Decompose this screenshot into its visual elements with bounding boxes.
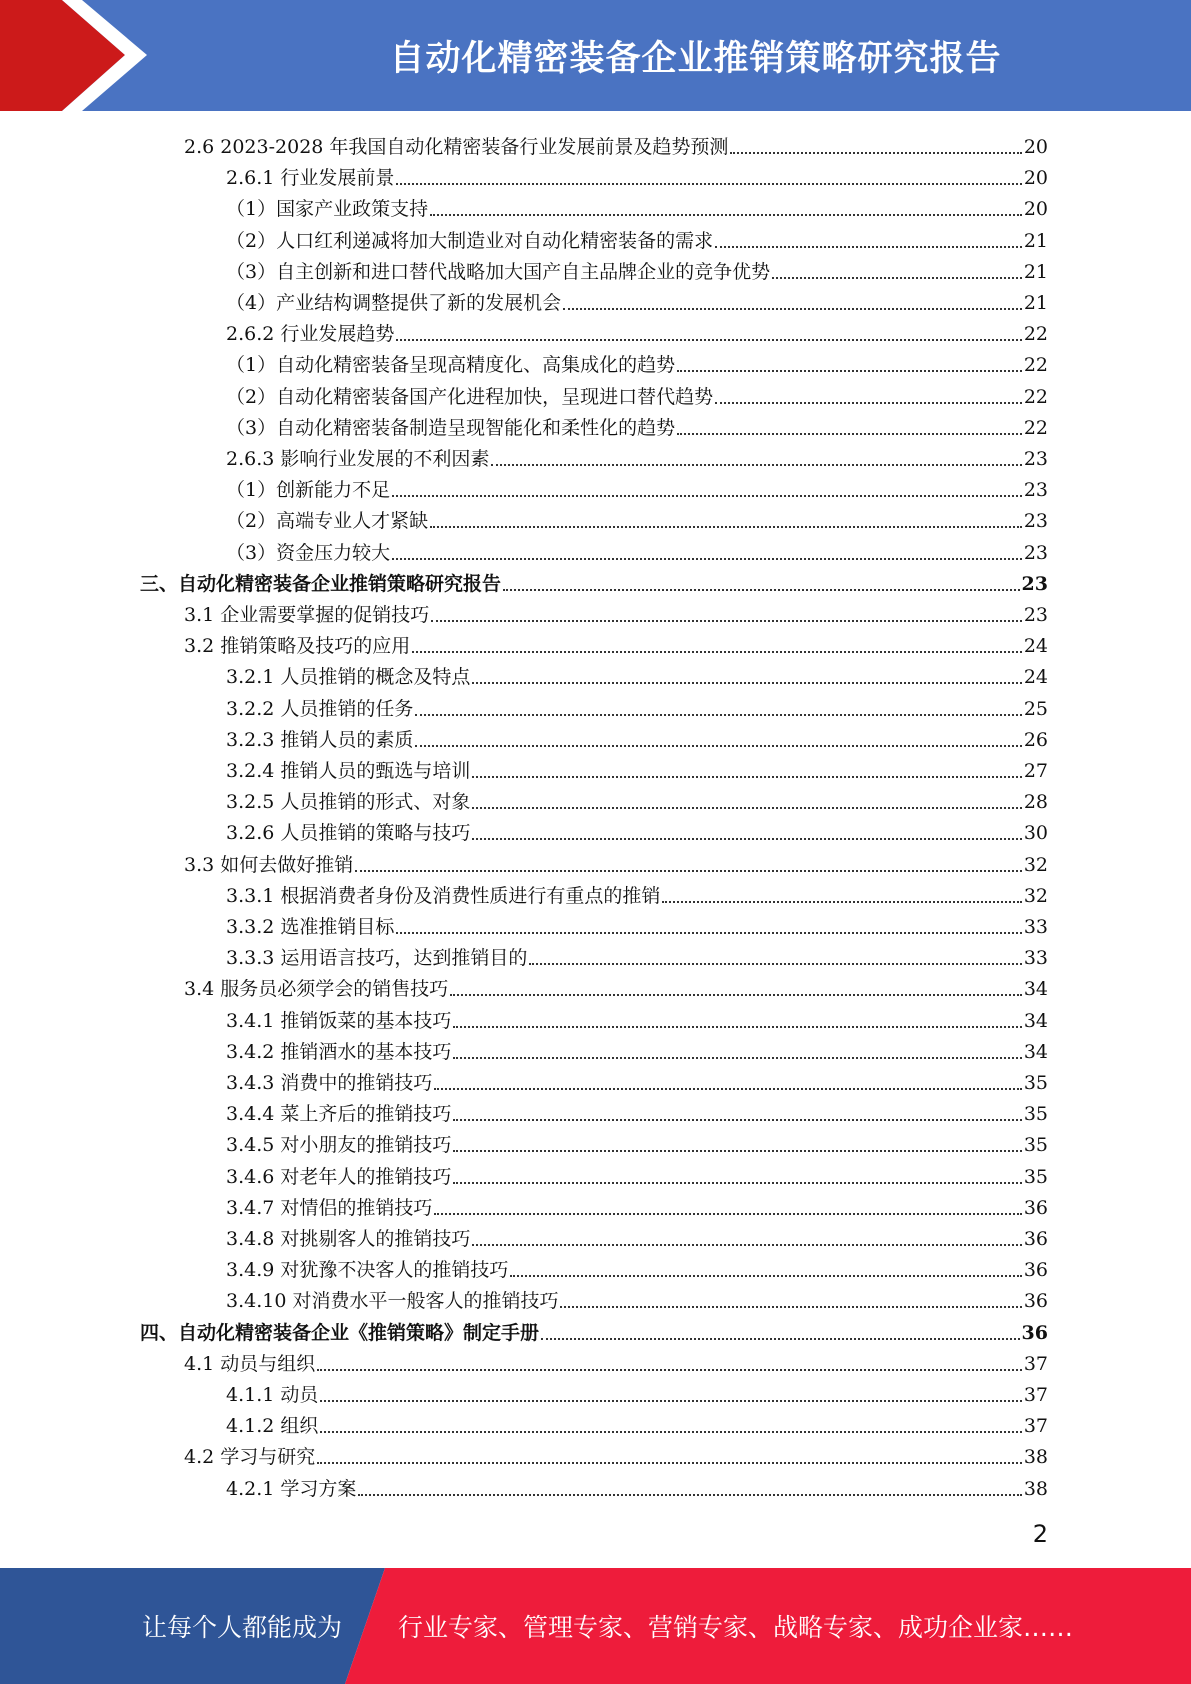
toc-entry-page: 26 xyxy=(1023,728,1048,751)
toc-leader-dots xyxy=(472,806,1021,809)
toc-entry-label: 3.2 推销策略及技巧的应用 xyxy=(184,635,411,658)
toc-entry[interactable] xyxy=(226,1470,1048,1501)
toc-entry-label: 2.6 2023-2028 年我国自动化精密装备行业发展前景及趋势预测 xyxy=(184,136,729,158)
toc-entry-page: 34 xyxy=(1023,1009,1048,1032)
toc-entry[interactable] xyxy=(226,1407,1048,1438)
toc-entry-label: 3.3.3 运用语言技巧，达到推销目的 xyxy=(226,947,528,970)
toc-entry[interactable] xyxy=(226,877,1048,908)
toc-entry-label: 3.4.8 对挑剔客人的推销技巧 xyxy=(226,1228,471,1250)
toc-leader-dots xyxy=(453,1181,1021,1184)
toc-entry-page: 38 xyxy=(1023,1477,1048,1500)
toc-leader-dots xyxy=(472,681,1021,684)
toc-entry[interactable] xyxy=(226,752,1048,783)
toc-entry-label: 3.4.2 推销酒水的基本技巧 xyxy=(226,1040,452,1063)
toc-entry[interactable] xyxy=(140,1314,1048,1345)
toc-entry-label: 3.4.5 对小朋友的推销技巧 xyxy=(226,1134,452,1157)
toc-entry[interactable] xyxy=(184,1438,1048,1469)
toc-leader-dots xyxy=(358,1493,1021,1496)
toc-entry-label: （3）自动化精密装备制造呈现智能化和柔性化的趋势 xyxy=(226,416,676,439)
toc-leader-dots xyxy=(317,1368,1022,1371)
toc-entry[interactable] xyxy=(184,128,1048,159)
toc-entry-label: （1）自动化精密装备呈现高精度化、高集成化的趋势 xyxy=(226,354,676,377)
toc-entry-page: 22 xyxy=(1023,323,1048,346)
toc-entry[interactable] xyxy=(226,1220,1048,1251)
toc-entry[interactable] xyxy=(226,1033,1048,1064)
toc-leader-dots xyxy=(430,213,1022,216)
toc-entry[interactable] xyxy=(226,1126,1048,1157)
toc-leader-dots xyxy=(450,993,1022,996)
toc-leader-dots xyxy=(677,369,1022,372)
toc-entry[interactable] xyxy=(226,814,1048,845)
toc-entry-label: 4.2.1 学习方案 xyxy=(226,1477,357,1500)
toc-entry-label: 2.6.2 行业发展趋势 xyxy=(226,323,395,346)
footer-banner xyxy=(0,1568,1191,1684)
toc-leader-dots xyxy=(472,775,1021,778)
toc-entry[interactable] xyxy=(226,471,1048,502)
toc-entry-page: 23 xyxy=(1021,572,1048,595)
toc-entry-page: 38 xyxy=(1023,1446,1048,1469)
toc-leader-dots xyxy=(453,1149,1021,1152)
footer-slogan-left: 让每个人都能成为 xyxy=(142,1613,343,1642)
toc-leader-dots xyxy=(396,338,1021,341)
toc-entry[interactable] xyxy=(226,1251,1048,1282)
toc-entry[interactable] xyxy=(226,1189,1048,1220)
toc-entry-page: 36 xyxy=(1021,1321,1048,1344)
toc-entry-label: 3.4.3 消费中的推销技巧 xyxy=(226,1072,433,1094)
toc-entry-page: 23 xyxy=(1023,541,1048,564)
toc-entry-page: 35 xyxy=(1023,1103,1048,1126)
toc-leader-dots xyxy=(320,1430,1021,1433)
toc-entry-page: 23 xyxy=(1023,448,1048,470)
toc-leader-dots xyxy=(472,1243,1021,1246)
toc-entry[interactable] xyxy=(226,222,1048,253)
toc-leader-dots xyxy=(510,1274,1021,1277)
toc-leader-dots xyxy=(317,1461,1022,1464)
toc-entry[interactable] xyxy=(226,908,1048,939)
toc-entry-label: 3.2.1 人员推销的概念及特点 xyxy=(226,666,471,689)
toc-leader-dots xyxy=(415,744,1021,747)
toc-entry-label: 3.4.10 对消费水平一般客人的推销技巧 xyxy=(226,1290,559,1313)
toc-entry[interactable] xyxy=(226,284,1048,315)
toc-entry-label: 三、自动化精密装备企业推销策略研究报告 xyxy=(140,572,502,595)
toc-entry[interactable] xyxy=(184,596,1048,627)
toc-entry[interactable] xyxy=(226,1158,1048,1189)
toc-leader-dots xyxy=(472,837,1021,840)
toc-entry[interactable] xyxy=(226,690,1048,721)
toc-entry-label: （2）自动化精密装备国产化进程加快，呈现进口替代趋势 xyxy=(226,385,714,408)
toc-entry-page: 34 xyxy=(1023,1040,1048,1063)
toc-entry-label: （2）高端专业人才紧缺 xyxy=(226,510,429,533)
toc-entry[interactable] xyxy=(226,658,1048,689)
toc-entry-label: 2.6.3 影响行业发展的不利因素 xyxy=(226,448,490,470)
toc-leader-dots xyxy=(560,1305,1021,1308)
toc-leader-dots xyxy=(563,307,1022,310)
toc-entry[interactable] xyxy=(184,970,1048,1001)
toc-entry-label: 3.2.6 人员推销的策略与技巧 xyxy=(226,822,471,845)
toc-entry-page: 23 xyxy=(1023,510,1048,533)
toc-entry-page: 35 xyxy=(1023,1165,1048,1188)
toc-entry-label: （3）自主创新和进口替代战略加大国产自主品牌企业的竞争优势 xyxy=(226,260,771,283)
toc-leader-dots xyxy=(677,432,1022,435)
toc-entry-page: 36 xyxy=(1023,1290,1048,1313)
toc-entry-label: 4.1.1 动员 xyxy=(226,1384,319,1406)
toc-entry[interactable] xyxy=(226,159,1048,190)
toc-entry[interactable] xyxy=(226,253,1048,284)
toc-leader-dots xyxy=(772,276,1022,279)
toc-entry-label: 四、自动化精密装备企业《推销策略》制定手册 xyxy=(140,1321,540,1344)
toc-entry[interactable] xyxy=(226,346,1048,377)
toc-entry-label: 3.4.6 对老年人的推销技巧 xyxy=(226,1165,452,1188)
toc-leader-dots xyxy=(662,900,1021,903)
toc-entry-page: 23 xyxy=(1023,604,1048,626)
toc-entry[interactable] xyxy=(184,1345,1048,1376)
toc-entry-label: 2.6.1 行业发展前景 xyxy=(226,167,395,190)
toc-entry-label: 3.2.5 人员推销的形式、对象 xyxy=(226,791,471,814)
toc-leader-dots xyxy=(355,869,1022,872)
footer-slogan-right: 行业专家、管理专家、营销专家、战略专家、成功企业家…… xyxy=(398,1613,1074,1642)
toc-leader-dots xyxy=(715,401,1022,404)
toc-leader-dots xyxy=(320,1399,1021,1402)
toc-entry-label: 3.3 如何去做好推销 xyxy=(184,853,354,876)
toc-entry-label: （2）人口红利递减将加大制造业对自动化精密装备的需求 xyxy=(226,229,714,252)
toc-entry[interactable] xyxy=(226,534,1048,565)
toc-leader-dots xyxy=(503,588,1020,591)
toc-entry-label: 3.4 服务员必须学会的销售技巧 xyxy=(184,978,449,1001)
toc-entry-page: 20 xyxy=(1023,167,1048,190)
toc-entry[interactable] xyxy=(140,565,1048,596)
toc-entry-page: 35 xyxy=(1023,1072,1048,1094)
toc-entry-page: 33 xyxy=(1023,916,1048,938)
page-number: 2 xyxy=(1032,1520,1048,1548)
toc-entry-label: 4.2 学习与研究 xyxy=(184,1446,316,1469)
toc-leader-dots xyxy=(541,1337,1020,1340)
toc-entry-label: 3.4.9 对犹豫不决客人的推销技巧 xyxy=(226,1259,509,1282)
toc-entry[interactable] xyxy=(226,939,1048,970)
toc-entry-page: 33 xyxy=(1023,947,1048,970)
toc-entry-page: 22 xyxy=(1023,416,1048,439)
toc-leader-dots xyxy=(392,557,1022,560)
toc-entry-page: 23 xyxy=(1023,479,1048,502)
toc-entry-label: 3.1 企业需要掌握的促销技巧 xyxy=(184,604,430,626)
toc-leader-dots xyxy=(529,962,1021,965)
toc-entry-page: 24 xyxy=(1023,635,1048,658)
toc-leader-dots xyxy=(453,1056,1021,1059)
toc-entry-page: 28 xyxy=(1023,791,1048,814)
toc-entry[interactable] xyxy=(226,1064,1048,1095)
toc-entry-label: （3）资金压力较大 xyxy=(226,541,391,564)
toc-entry[interactable] xyxy=(226,190,1048,221)
toc-entry-page: 36 xyxy=(1023,1196,1048,1219)
toc-entry-page: 32 xyxy=(1023,884,1048,907)
toc-entry-page: 36 xyxy=(1023,1228,1048,1250)
document-title: 自动化精密装备企业推销策略研究报告 xyxy=(389,38,1002,79)
toc-entry-label: 3.4.1 推销饭菜的基本技巧 xyxy=(226,1009,452,1032)
toc-entry[interactable] xyxy=(184,846,1048,877)
toc-leader-dots xyxy=(392,494,1022,497)
toc-entry-label: （1）创新能力不足 xyxy=(226,479,391,502)
toc-leader-dots xyxy=(396,931,1021,934)
toc-leader-dots xyxy=(412,650,1022,653)
toc-leader-dots xyxy=(453,1118,1021,1121)
toc-leader-dots xyxy=(434,1212,1021,1215)
toc-entry-page: 30 xyxy=(1023,822,1048,845)
toc-entry-page: 21 xyxy=(1023,292,1048,314)
toc-leader-dots xyxy=(491,463,1021,466)
toc-entry-page: 21 xyxy=(1023,260,1048,283)
toc-entry-page: 32 xyxy=(1023,853,1048,876)
toc-leader-dots xyxy=(730,151,1021,154)
toc-leader-dots xyxy=(453,1025,1021,1028)
toc-entry-page: 27 xyxy=(1023,760,1048,782)
toc-entry-label: 3.4.7 对情侣的推销技巧 xyxy=(226,1196,433,1219)
toc-entry[interactable] xyxy=(226,1376,1048,1407)
toc-entry-label: （4）产业结构调整提供了新的发展机会 xyxy=(226,292,562,314)
toc-entry-page: 37 xyxy=(1023,1352,1048,1375)
toc-entry-page: 21 xyxy=(1023,229,1048,252)
toc-leader-dots xyxy=(396,182,1021,185)
toc-entry[interactable] xyxy=(226,378,1048,409)
toc-entry[interactable] xyxy=(226,1282,1048,1313)
toc-entry[interactable] xyxy=(226,1095,1048,1126)
toc-entry-page: 36 xyxy=(1023,1259,1048,1282)
toc-entry[interactable] xyxy=(226,783,1048,814)
toc-entry-page: 22 xyxy=(1023,385,1048,408)
toc-entry-label: 3.2.3 推销人员的素质 xyxy=(226,728,414,751)
toc-entry-page: 35 xyxy=(1023,1134,1048,1157)
toc-entry[interactable] xyxy=(226,1002,1048,1033)
toc-entry-label: 3.3.1 根据消费者身份及消费性质进行有重点的推销 xyxy=(226,884,661,907)
toc-leader-dots xyxy=(715,245,1022,248)
toc-entry-page: 24 xyxy=(1023,666,1048,689)
toc-leader-dots xyxy=(430,525,1022,528)
toc-entry-page: 37 xyxy=(1023,1384,1048,1406)
toc-entry-page: 34 xyxy=(1023,978,1048,1001)
toc-entry-page: 20 xyxy=(1023,136,1048,158)
toc-entry[interactable] xyxy=(226,440,1048,471)
toc-leader-dots xyxy=(415,713,1021,716)
toc-entry-label: 3.2.2 人员推销的任务 xyxy=(226,697,414,720)
toc-entry-label: （1）国家产业政策支持 xyxy=(226,198,429,221)
toc-entry-label: 3.3.2 选准推销目标 xyxy=(226,916,395,938)
toc-entry-page: 22 xyxy=(1023,354,1048,377)
toc-entry[interactable] xyxy=(226,315,1048,346)
toc-entry-label: 3.2.4 推销人员的甄选与培训 xyxy=(226,760,471,782)
toc-entry[interactable] xyxy=(184,627,1048,658)
toc-entry[interactable] xyxy=(226,502,1048,533)
toc-entry[interactable] xyxy=(226,409,1048,440)
toc-entry-page: 37 xyxy=(1023,1415,1048,1438)
toc-entry-label: 4.1 动员与组织 xyxy=(184,1352,316,1375)
toc-entry[interactable] xyxy=(226,721,1048,752)
chevron-decoration-icon xyxy=(0,0,220,111)
toc-leader-dots xyxy=(434,1087,1021,1090)
toc-entry-page: 25 xyxy=(1023,697,1048,720)
toc-leader-dots xyxy=(431,619,1022,622)
toc-entry-label: 3.4.4 菜上齐后的推销技巧 xyxy=(226,1103,452,1126)
header-banner xyxy=(0,0,1191,111)
toc-entry-label: 4.1.2 组织 xyxy=(226,1415,319,1438)
toc-entry-page: 20 xyxy=(1023,198,1048,221)
